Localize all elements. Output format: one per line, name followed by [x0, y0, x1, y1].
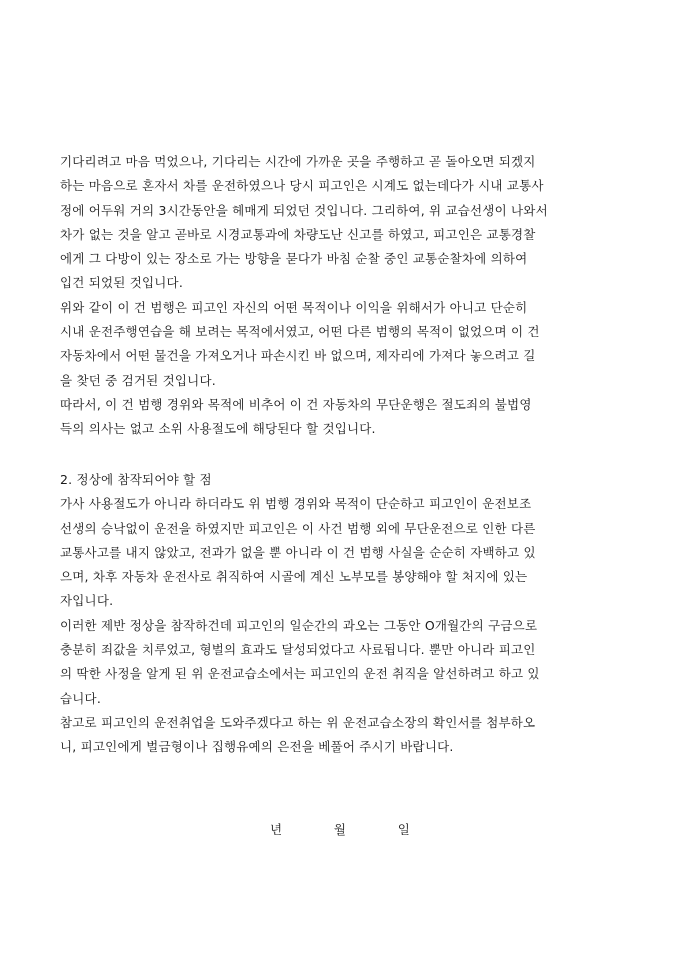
section-2-block — [60, 468, 625, 760]
text-line: 정에 어두워 거의 3시간동안을 헤매게 되었던 것입니다. 그리하여, 위 교습선생이 나와서 — [60, 202, 548, 218]
text-line: 의 딱한 사정을 알게 된 위 운전교습소에서는 피고인의 운전 취직을 알선하려고 하고 있 — [60, 666, 540, 682]
date-line — [270, 820, 410, 840]
text-line: 교통사고를 내지 않았고, 전과가 없을 뿐 아니라 이 건 범행 사실을 순순히 자백하고 있 — [60, 544, 536, 560]
text-line: 으며, 차후 자동차 운전사로 취직하여 시골에 계신 노부모를 봉양해야 할 처지에 있는 — [60, 569, 528, 585]
text-line: 위와 같이 이 건 범행은 피고인 자신의 어떤 목적이나 이익을 위해서가 아니고 단순히 — [60, 299, 528, 315]
text-line: 니, 피고인에게 벌금형이나 집행유예의 은전을 베풀어 주시기 바랍니다. — [60, 739, 454, 755]
paragraph-block-1 — [60, 150, 625, 442]
text-line: 시내 운전주행연습을 해 보려는 목적에서였고, 어떤 다른 범행의 목적이 없었으며 이 건 — [60, 324, 540, 340]
text-line: 득의 의사는 없고 소위 사용절도에 해당된다 할 것입니다. — [60, 421, 376, 437]
text-line: 하는 마음으로 혼자서 차를 운전하였으나 당시 피고인은 시계도 없는데다가 시내 교통사 — [60, 178, 544, 194]
text-line: 에게 그 다방이 있는 장소로 가는 방향을 묻다가 바침 순찰 중인 교통순찰차에 의하여 — [60, 251, 528, 267]
date-day-label: 일 — [397, 822, 410, 837]
text-line: 차가 없는 것을 알고 곧바로 시경교통과에 차량도난 신고를 하였고, 피고인은 교통경찰 — [60, 226, 536, 242]
text-line: 입건 되었된 것입니다. — [60, 275, 183, 291]
text-line: 이러한 제반 정상을 참작하건데 피고인의 일순간의 과오는 그동안 O개월간의 구금으로 — [60, 617, 538, 633]
text-line: 선생의 승낙없이 운전을 하였지만 피고인은 이 사건 범행 외에 무단운전으로 인한 다른 — [60, 520, 536, 536]
text-line: 자입니다. — [60, 593, 114, 609]
date-year-label: 년 — [270, 822, 283, 837]
text-line: 가사 사용절도가 아니라 하더라도 위 범행 경위와 목적이 단순하고 피고인이 운전보조 — [60, 496, 532, 512]
text-line: 자동차에서 어떤 물건을 가져오거나 파손시킨 바 없으며, 제자리에 가져다 놓으려고 길 — [60, 348, 536, 364]
text-line: 을 찾던 중 검거된 것입니다. — [60, 372, 216, 388]
text-line: 참고로 피고인의 운전취업을 도와주겠다고 하는 위 운전교습소장의 확인서를 첨부하오 — [60, 714, 536, 730]
section-heading: 2. 정상에 참작되어야 할 점 — [60, 472, 212, 487]
text-line: 따라서, 이 건 범행 경위와 목적에 비추어 이 건 자동차의 무단운행은 절도죄의 불법영 — [60, 396, 532, 412]
text-line: 충분히 죄값을 치루었고, 형벌의 효과도 달성되었다고 사료됩니다. 뿐만 아니라 피고인 — [60, 642, 536, 658]
text-line: 습니다. — [60, 690, 101, 706]
text-line: 기다리려고 마음 먹었으나, 기다리는 시간에 가까운 곳을 주행하고 곧 돌아오면 되겠지 — [60, 154, 536, 169]
date-month-label: 월 — [333, 822, 347, 837]
